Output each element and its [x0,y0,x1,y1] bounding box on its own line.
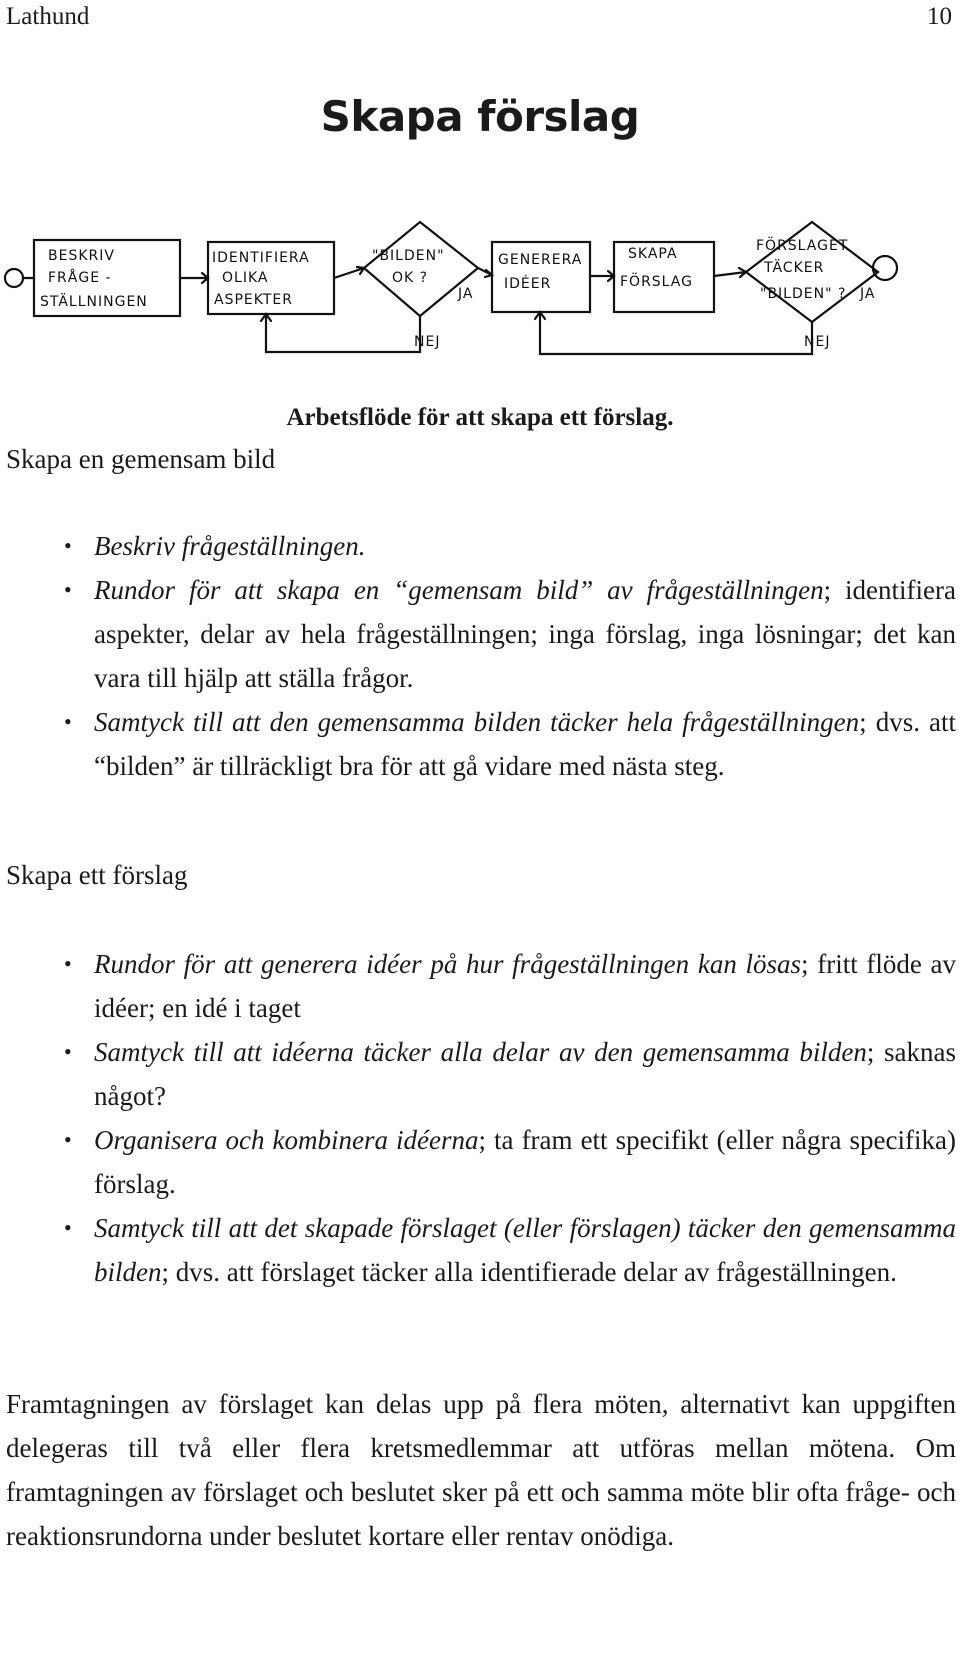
box-describe-label-2: FRÅGE - [48,270,112,286]
no-label-1: NEJ [414,334,441,350]
section-heading-create-proposal: Skapa ett förslag [6,860,188,890]
yes-label-2: JA [860,286,876,302]
no-label-2: NEJ [804,334,831,350]
bullet-icon: • [64,533,72,558]
yes-label-1: JA [458,286,474,302]
page-number: 10 [927,3,952,30]
item-emphasis: Samtyck till att idéerna täcker alla delar av den gemensamma bilden [94,1037,867,1067]
box-describe-label-1: BESKRIV [48,248,115,264]
item-emphasis: Rundor för att skapa en “gemensam bild” av frågeställningen [94,575,824,605]
box-create-label-1: SKAPA [628,246,678,262]
decision-covers-label-1: FÖRSLAGET [756,238,849,254]
bullet-icon: • [64,1039,72,1064]
decision-picture-label-2: OK ? [392,270,429,286]
workflow-diagram [0,220,960,380]
list-common-picture [54,524,956,788]
page-header [6,0,952,34]
item-emphasis: Beskriv frågeställningen. [94,531,366,561]
list-item [54,1030,956,1118]
decision-covers-label-2: TÄCKER [764,260,825,276]
bullet-icon: • [64,709,72,734]
item-emphasis: Samtyck till att det skapade förslaget (eller förslagen) täcker den gemensamma bilden [94,1213,956,1287]
page-title: Skapa förslag [320,92,640,141]
item-text: ; saknas något? [94,1037,956,1111]
list-item [54,1118,956,1206]
box-generate-label-2: IDÉER [504,276,552,292]
box-identify-label-3: ASPEKTER [214,292,293,308]
item-text: ; ta fram ett specifikt (eller några specifika) förslag. [94,1125,956,1199]
bullet-icon: • [64,951,72,976]
bullet-icon: • [64,1215,72,1240]
item-text: ; dvs. att “bilden” är tillräckligt bra för att gå vidare med nästa steg. [94,707,956,781]
bullet-icon: • [64,577,72,602]
list-item [54,568,956,700]
box-identify-label-2: OLIKA [222,270,269,286]
item-text: ; dvs. att förslaget täcker alla identifierade delar av frågeställningen. [161,1257,897,1287]
end-node [873,256,897,280]
item-emphasis: Samtyck till att den gemensamma bilden täcker hela frågeställningen [94,707,860,737]
workflow-sketch [0,220,960,380]
running-title: Lathund [6,3,90,30]
item-emphasis: Rundor för att generera idéer på hur frågeställningen kan lösas [94,949,802,979]
box-generate-label-1: GENERERA [498,252,583,268]
list-item [54,700,956,788]
list-item [54,1206,956,1294]
decision-picture-label-1: "BILDEN" [372,248,445,264]
figure-caption: Arbetsflöde för att skapa ett förslag. [286,404,674,431]
box-describe-label-3: STÄLLNINGEN [40,294,148,310]
bullet-icon: • [64,1127,72,1152]
start-node [5,269,23,287]
list-item [54,942,956,1030]
decision-covers-label-3: "BILDEN" ? [760,286,847,302]
list-create-proposal [54,942,956,1294]
box-identify-label-1: IDENTIFIERA [212,250,310,266]
box-create-label-2: FÖRSLAG [620,274,693,290]
section-heading-common-picture: Skapa en gemensam bild [6,444,276,474]
item-text: ; fritt flöde av idéer; en idé i taget [94,949,957,1023]
list-item [54,524,956,568]
closing-paragraph: Framtagningen av förslaget kan delas upp på flera möten, alternativt kan uppgiften delegeras till två eller flera kretsmedlemmar att utföras mellan mötena. Om framtagningen av förslaget och beslutet sker på ett och samma möte blir ofta fråge- och reaktionsrundorna under beslutet kortare eller rentav onödiga. [6,1389,956,1551]
item-text: ; identifiera aspekter, delar av hela frågeställningen; inga förslag, inga lösningar; det kan vara till hjälp att ställa frågor. [94,575,956,693]
item-emphasis: Organisera och kombinera idéerna [94,1125,479,1155]
